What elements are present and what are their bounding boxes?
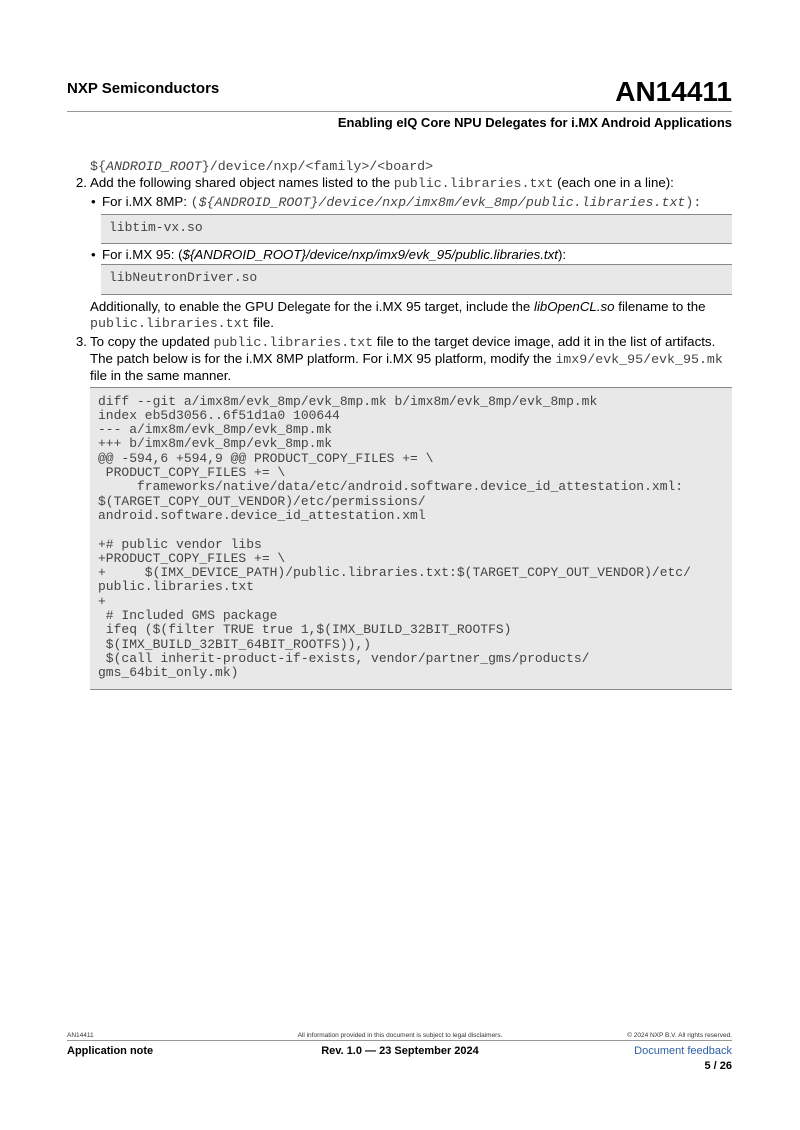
code-block-imx8mp: libtim-vx.so [101, 214, 732, 244]
code-block-patch: diff --git a/imx8m/evk_8mp/evk_8mp.mk b/imx8m/evk_8mp/evk_8mp.mk index eb5d3056..6f51d1a0 100644 --- a/imx8m/evk_8mp/evk_8mp.mk +++ b/imx8m/evk_8mp/evk_8mp.mk @@ -594,6 +594,9 @@ PRODUCT_COPY_FILES += \ PRODUCT_COPY_FILES += \ frameworks/native/data/etc/android.software.device_id_attestation.xml: $(TARGET_COPY_OUT_VENDOR)/etc/permissions/ android.software.device_id_attestation.xml +# public vendor libs +PRODUCT_COPY_FILES += \ + $(IMX_DEVICE_PATH)/public.libraries.txt:$(TARGET_COPY_OUT_VENDOR)/etc/ public.libraries.txt + # Included GMS package ifeq ($(filter TRUE true 1,$(IMX_BUILD_32BIT_ROOTFS) $(IMX_BUILD_32BIT_64BIT_ROOTFS)),) $(call inherit-product-if-exists, vendor/partner_gms/products/ gms_64bit_only.mk) [90, 387, 732, 690]
step-3: 3. To copy the updated public.libraries.txt file to the target device image, add it in the list of artifacts. The patch below is for the i.MX 8MP platform. For i.MX 95 platform, modify the imx9/evk_95/evk_95.mk file in the same manner. [67, 334, 732, 384]
code-block-imx95: libNeutronDriver.so [101, 264, 732, 294]
footer-disclaimer: All information provided in this document is subject to legal disclaimers. [297, 1032, 503, 1039]
document-type: Application note [67, 1045, 154, 1057]
header-divider [67, 111, 732, 112]
step-number: 2. [75, 175, 87, 190]
footer-divider [67, 1040, 732, 1041]
footer-copyright: © 2024 NXP B.V. All rights reserved. [627, 1032, 732, 1039]
page-number: 5 / 26 [704, 1060, 732, 1072]
bullet-imx8mp: • For i.MX 8MP: (${ANDROID_ROOT}/device/nxp/imx8m/evk_8mp/public.libraries.txt): [91, 194, 702, 210]
additional-note: Additionally, to enable the GPU Delegate for the i.MX 95 target, include the libOpenCL.so filename to the public.libraries.txt file. [90, 298, 706, 331]
step-2 [67, 175, 732, 192]
document-id: AN14411 [615, 76, 732, 107]
step-number: 3. [75, 333, 87, 349]
bullet-icon: • [91, 247, 96, 263]
path-line: ${ANDROID_ROOT}/device/nxp/<family>/<board> [90, 159, 434, 174]
step-2-text: Add the following shared object names listed to the public.libraries.txt (each one in a line): [90, 175, 674, 191]
company-name: NXP Semiconductors [67, 80, 220, 97]
revision-info: Rev. 1.0 — 23 September 2024 [321, 1045, 479, 1057]
page-content [67, 159, 732, 690]
footer-doc-id: AN14411 [67, 1032, 94, 1039]
bullet-imx95: • For i.MX 95: (${ANDROID_ROOT}/device/nxp/imx9/evk_95/public.libraries.txt): [91, 247, 567, 263]
bullet-icon: • [91, 194, 96, 209]
document-feedback-link[interactable]: Document feedback [634, 1045, 732, 1057]
document-subtitle: Enabling eIQ Core NPU Delegates for i.MX Android Applications [337, 115, 732, 130]
